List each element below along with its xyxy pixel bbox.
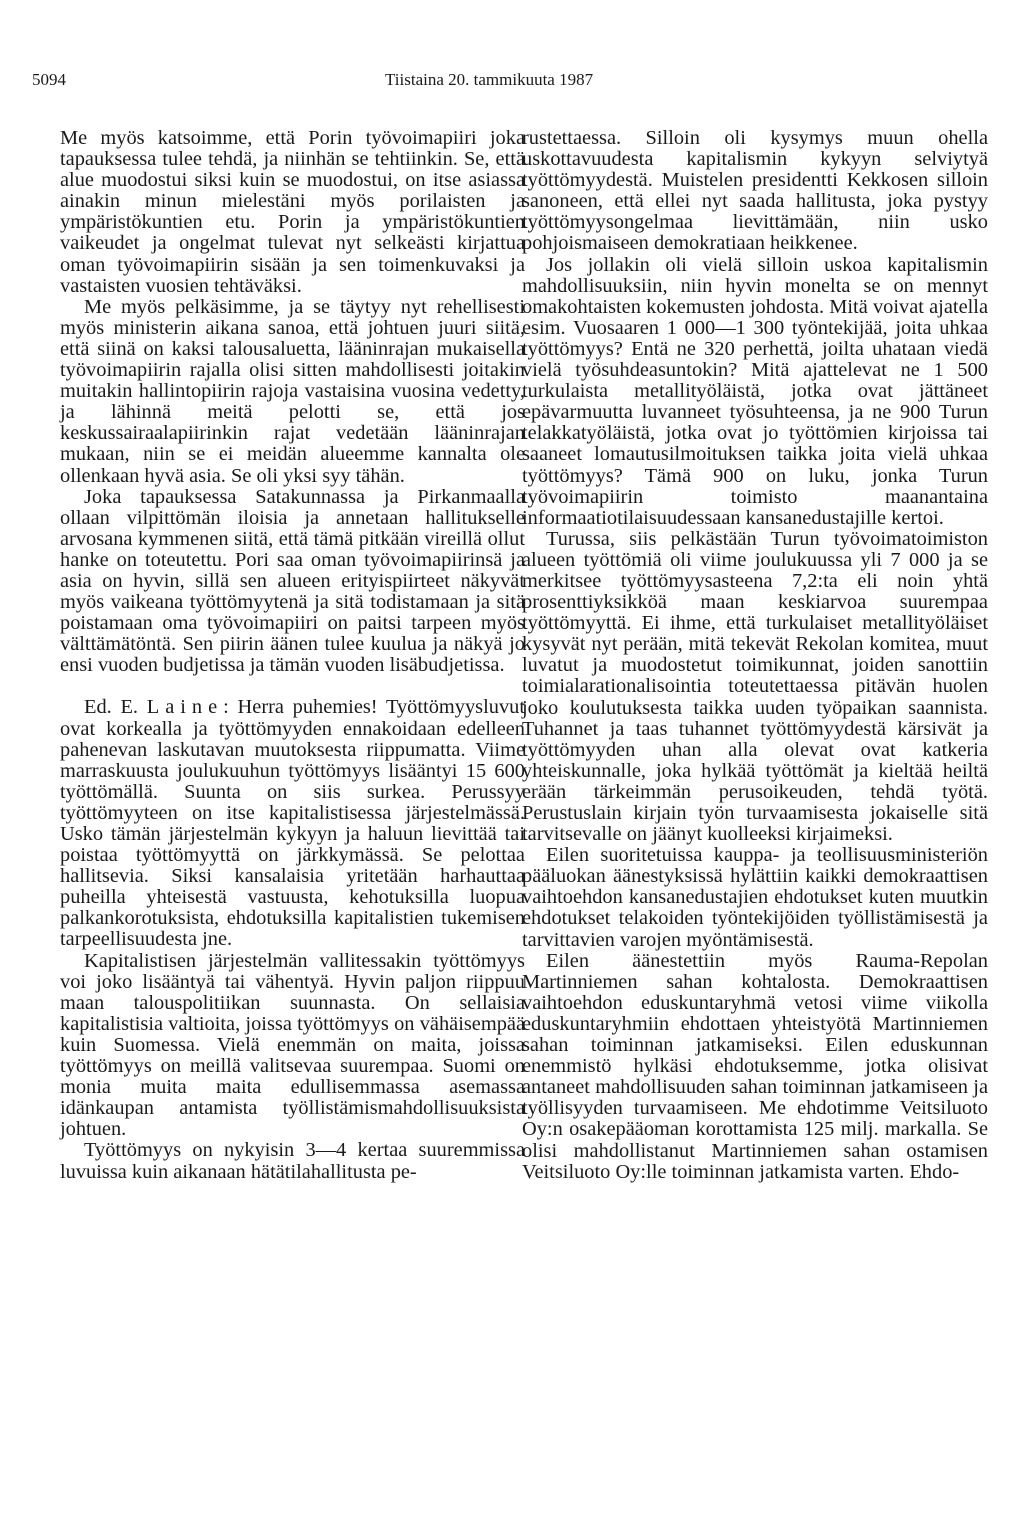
paragraph: Eilen suoritetuissa kauppa- ja teollisuusministeriön pääluokan äänestyksissä hylättiin kaikki demokraattisen vaihtoehdon kansanedustajien ehdotukset kuten muutkin ehdotukset telakoiden työntekijöiden työllistämisestä ja tarvittavien varojen myöntämisestä. [522, 844, 988, 951]
paragraph: rustettaessa. Silloin oli kysymys muun ohella uskottavuudesta kapitalismin kykyyn selviytyä työttömyydestä. Muistelen presidentti Kekkosen silloin sanoneen, että ellei nyt saada hallitusta, joka pystyy työttömyysongelmaa lievittämään, niin usko pohjoismaiseen demokratiaan heikkenee. [522, 127, 988, 255]
speech-paragraph [60, 697, 525, 950]
right-column [522, 128, 988, 1183]
speaker-prefix: Ed. E. [84, 696, 147, 719]
paragraph: Työttömyys on nykyisin 3—4 kertaa suuremmissa luvuissa kuin aikanaan hätätilahallitusta pe- [60, 1139, 525, 1183]
paragraph: Jos jollakin oli vielä silloin uskoa kapitalismin mahdollisuuksiin, niin hyvin monelta se on mennyt omakohtaisten kokemusten johdosta. Mitä voivat ajatella esim. Vuosaaren 1 000—1 300 työntekijää, joita uhkaa työttömyys? Entä ne 320 perhettä, joilta uhataan viedä vielä työsuhdeasuntokin? Mitä ajattelevat ne 1 500 turkulaista metallityöläistä, jotka ovat jättäneet epävarmuutta luvanneet työsuhteensa, ja ne 900 Turun telakkatyöläistä, jotka ovat jo työttömien kirjoissa tai saaneet lomautusilmoituksen taikka joita vielä uhkaa työttömyys? Tämä 900 on luku, jonka Turun työvoimapiirin toimisto maanantaina informaatiotilaisuudessaan kansanedustajille kertoi. [522, 253, 988, 529]
header-date: Tiistaina 20. tammikuuta 1987 [385, 70, 594, 89]
page-number: 5094 [32, 70, 66, 89]
speech-text: : Herra puhemies! Työttömyysluvut ovat korkealla ja työttömyyden ennakoidaan edelleen pahenevan laskutavan muutoksesta riippumatta. Viime marraskuusta joulukuuhun työttömyys lisääntyi 15 600 työttömällä. Suunta on siis surkea. Perussyy työttömyyteen on itse kapitalistisessa järjestelmässä. Usko tämän järjestelmän kykyyn ja haluun lievittää tai poistaa työttömyyttä on järkkymässä. Se pelottaa hallitsevia. Siksi kansalaisia yritetään harhauttaa puheilla yhteisestä vastuusta, kehotuksilla luopua palkankorotuksista, ehdotuksilla kapitalistien tukemisen tarpeellisuudesta jne. [60, 696, 525, 951]
paragraph: Joka tapauksessa Satakunnassa ja Pirkanmaalla ollaan vilpittömän iloisia ja annetaan hallitukselle arvosana kymmenen siitä, että tämä pitkään vireillä ollut hanke on toteutettu. Pori saa oman työvoimapiirinsä ja asia on hyvin, sillä sen alueen erityispiirteet näkyvät myös vaikeana työttömyytenä ja sitä todistamaan ja sitä poistamaan oma työvoimapiiri on paitsi tarpeen myös välttämätöntä. Sen piirin äänen tulee kuulua ja näkyä jo ensi vuoden budjetissa ja tämän vuoden lisäbudjetissa. [60, 485, 525, 677]
paragraph: Kapitalistisen järjestelmän vallitessakin työttömyys voi joko lisääntyä tai vähentyä. Hyvin paljon riippuu maan talouspolitiikan suunnasta. On sellaisia kapitalistisia valtioita, joissa työttömyys on vähäisempää kuin Suomessa. Vielä enemmän on maita, joissa työttömyys on meillä valitsevaa suurempaa. Suomi on monia muita maita edullisemmassa asemassa idänkaupan antamista työllistämismahdollisuuksista johtuen. [60, 949, 525, 1141]
paragraph: Me myös pelkäsimme, ja se täytyy nyt rehellisesti myös ministerin aikana sanoa, että johtuen juuri siitä, että siinä on kaksi talousaluetta, lääninrajan mukaisella työvoimapiirin rajalla olisi sitten mahdollisesti joitakin muitakin hallintopiirin rajoja vastaisina vuosina vedetty, ja lähinnä meitä pelotti se, että jos keskussairaalapiirinkin rajat vedetään lääninrajan mukaan, niin se ei meidän alueemme kannalta ole ollenkaan hyvä asia. Se oli yksi syy tähän. [60, 295, 525, 487]
paragraph: Me myös katsoimme, että Porin työvoimapiiri joka tapauksessa tulee tehdä, ja niinhän se tehtiinkin. Se, että alue muodostui siksi kuin se muodostui, on itse asiassa ainakin minun mielestäni myös porilaisten ja ympäristökuntien etu. Porin ja ympäristökuntien vaikeudet ja ongelmat tulevat nyt selkeästi kirjattua oman työvoimapiirin sisään ja sen toimenkuvaksi ja vastaisten vuosien tehtäväksi. [60, 127, 525, 297]
speaker-name: Laine [146, 696, 224, 719]
paragraph: Eilen äänestettiin myös Rauma-Repolan Martinniemen sahan kohtalosta. Demokraattisen vaihtoehdon eduskuntaryhmä vetosi viime viikolla eduskuntaryhmiin ehdottaen yhteistyötä Martinniemen sahan toiminnan jatkamiseksi. Eilen eduskunnan enemmistö hylkäsi ehdotuksemme, jotka olisivat antaneet mahdollisuuden sahan toiminnan jatkamiseen ja työllisyyden turvaamiseen. Me ehdotimme Veitsiluoto Oy:n osakepääoman korottamista 125 milj. markalla. Se olisi mahdollistanut Martinniemen sahan ostamisen Veitsiluoto Oy:lle toiminnan jatkamista varten. Ehdo- [522, 949, 988, 1183]
left-column [60, 128, 525, 1183]
paragraph: Turussa, siis pelkästään Turun työvoimatoimiston alueen työttömiä oli viime joulukuussa yli 7 000 ja se merkitsee työttömyysasteena 7,2:ta eli noin yhtä prosenttiyksikköä maan keskiarvoa suurempaa työttömyyttä. Ei ihme, että turkulaiset metallityöläiset kysyvät nyt perään, mitä tekevät Rekolan komitea, muut luvatut ja muodostetut toimikunnat, joiden sanottiin toimialarationalisointia toteutettaessa pitävän huolen joko koulutuksesta taikka uuden työpaikan saannista. Tuhannet ja taas tuhannet työttömyydestä kärsivät ja työttömyyden uhan alla olevat ovat katkeria yhteiskunnalle, joka hylkää työttömät ja kieltää heiltä erään tärkeimmän perusoikeuden, tehdä työtä. Perustuslain kirjain työn turvaamisesta jokaiselle sitä tarvitsevalle on jäänyt kuolleeksi kirjaimeksi. [522, 527, 988, 846]
page-header [32, 70, 832, 94]
